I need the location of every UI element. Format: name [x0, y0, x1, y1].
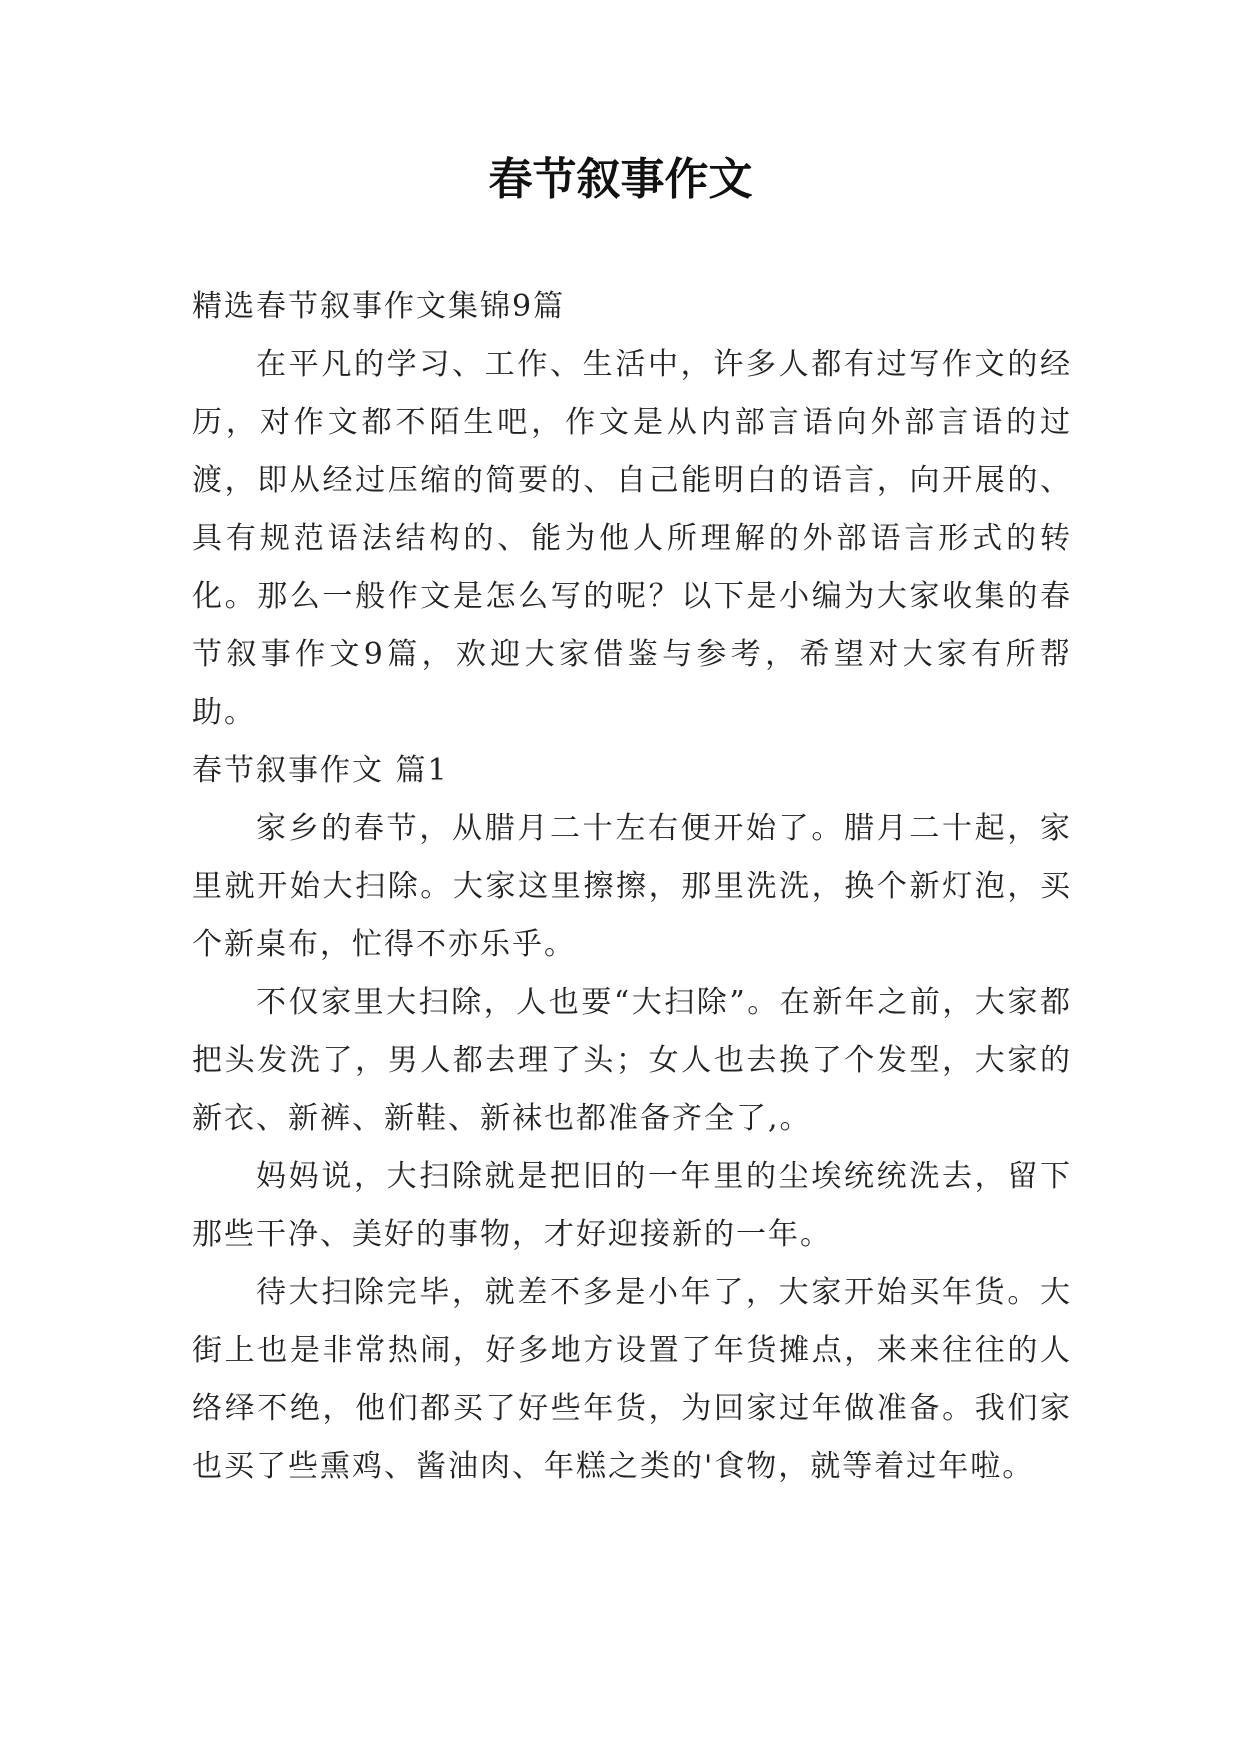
body-paragraph: 妈妈说，大扫除就是把旧的一年里的尘埃统统洗去，留下那些干净、美好的事物，才好迎接新的一年。 — [192, 1159, 1072, 1252]
document-title: 春节叙事作文 — [488, 154, 753, 205]
intro-subtitle: 精选春节叙事作文集锦9篇 — [192, 289, 566, 324]
document-body — [192, 278, 1072, 1496]
intro-paragraph: 在平凡的学习、工作、生活中，许多人都有过写作文的经历，对作文都不陌生吧，作文是从内部言语向外部言语的过渡，即从经过压缩的简要的、自己能明白的语言，向开展的、具有规范语法结构的、能为他人所理解的外部语言形式的转化。那么一般作文是怎么写的呢？以下是小编为大家收集的春节叙事作文9篇，欢迎大家借鉴与参考，希望对大家有所帮助。 — [192, 347, 1072, 730]
body-paragraph: 待大扫除完毕，就差不多是小年了，大家开始买年货。大街上也是非常热闹，好多地方设置了年货摊点，来来往往的人络绎不绝，他们都买了好些年货，为回家过年做准备。我们家也买了些熏鸡、酱油肉、年糕之类的'食物，就等着过年啦。 — [192, 1275, 1072, 1484]
body-paragraph: 家乡的春节，从腊月二十左右便开始了。腊月二十起，家里就开始大扫除。大家这里擦擦，那里洗洗，换个新灯泡，买个新桌布，忙得不亦乐乎。 — [192, 811, 1072, 962]
body-paragraph: 不仅家里大扫除，人也要“大扫除”。在新年之前，大家都把头发洗了，男人都去理了头；女人也去换了个发型，大家的新衣、新裤、新鞋、新袜也都准备齐全了,。 — [192, 985, 1072, 1136]
section-heading: 春节叙事作文 篇1 — [192, 753, 449, 788]
